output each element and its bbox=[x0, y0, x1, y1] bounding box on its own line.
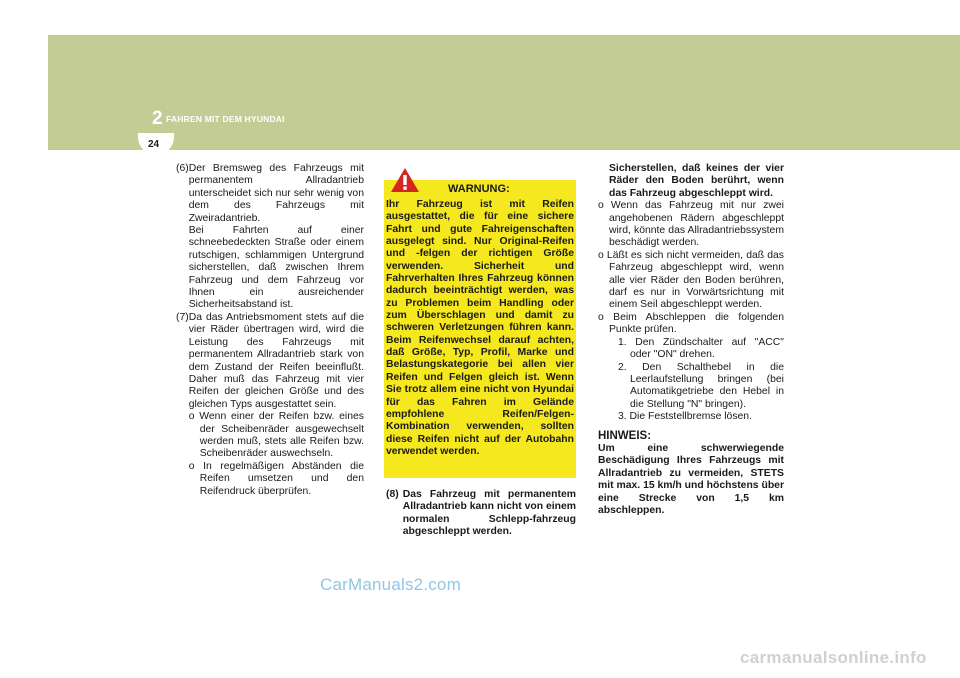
towing-bullet-3: o Beim Abschleppen die folgenden Punkte prüfen. bbox=[598, 311, 784, 336]
towing-step-1: 1. Den Zündschalter auf "ACC" oder "ON" drehen. bbox=[618, 336, 784, 361]
towing-bullet-1: o Wenn das Fahrzeug mit nur zwei angehobenen Rädern abgeschleppt wird, könnte das Allradantriebssystem beschädigt werden. bbox=[598, 200, 784, 249]
page-number: 24 bbox=[148, 139, 160, 150]
towing-continued-text: Sicherstellen, daß keines der vier Räder den Boden berührt, wenn das Fahrzeug abgeschleppt wird. bbox=[609, 163, 784, 199]
watermark-link[interactable]: CarManuals2.com bbox=[320, 575, 461, 594]
page-number-strip bbox=[48, 132, 960, 150]
hinweis-title: HINWEIS: bbox=[598, 429, 652, 442]
item-8-number: (8) bbox=[386, 489, 399, 500]
footer-logo: carmanualsonline.info bbox=[740, 648, 927, 667]
item-7 bbox=[176, 312, 364, 498]
item-7-bullet-2: o In regelmäßigen Abständen die Reifen umsetzen und den Reifendruck überprüfen. bbox=[188, 460, 364, 497]
item-6-text-2: Bei Fahrten auf einer schneebedeckten Straße oder einem rutschigen, schlammigen Untergrund sicherstellen, daß zwischen Ihrem Fahrzeug und dem Fahrzeug vor Ihnen ein ausreichender Sicherheitsabstand ist. bbox=[188, 225, 364, 311]
exclamation-icon bbox=[390, 167, 420, 193]
warning-title: WARNUNG: bbox=[448, 183, 510, 195]
item-7-text: Da das Antriebsmoment stets auf die vier Räder übertragen wird, wird die Leistung des Fahrzeugs mit permanentem Allradantrieb stark von dem Zustand der Reifen beeinflußt. Daher muß das Fahrzeug mit vier Reifen der gleichen Größe und des gleichen Typs ausgestattet sein. bbox=[188, 311, 364, 410]
chapter-number: 2 bbox=[152, 108, 163, 129]
item-8 bbox=[386, 489, 576, 539]
item-7-number: (7) bbox=[176, 311, 189, 323]
hinweis-text: Um eine schwerwiegende Beschädigung Ihres Fahrzeugs mit Allradantrieb zu vermeiden, STETS mit max. 15 km/h und höchstens über eine Strecke von 1,5 km abschleppen. bbox=[598, 442, 784, 516]
item-6 bbox=[176, 163, 364, 312]
item-6-number: (6) bbox=[176, 163, 189, 174]
left-column bbox=[176, 163, 364, 498]
warning-text: Ihr Fahrzeug ist mit Reifen ausgestattet, die für eine sichere Fahrt und gute Fahreigenschaften ausgelegt sind. Nur Original-Reifen und -felgen der richtigen Größe verwenden. Sicherheit und Fahrverhalten Ihres Fahrzeug können dadurch beeinträchtigt werden, was zu Problemen beim Handling oder zum Überschlagen und damit zu schweren Verletzungen führen kann. Beim Reifenwechsel darauf achten, daß Größe, Typ, Profil, Marke und Belastungskategorie bei allen vier Reifen und Felgen gleich ist. Wenn Sie trotz allem eine nicht von Hyundai für das Fahren im Gelände empfohlene Reifen/Felgen-Kombination verwenden, sollten diese Reifen nicht auf der Autobahn verwendet werden. bbox=[386, 199, 574, 457]
towing-step-2: 2. Den Schalthebel in die Leerlaufstellung bringen (bei Automatikgetriebe den Hebel in die Stellung "N" bringen). bbox=[618, 361, 784, 410]
right-column bbox=[598, 163, 784, 517]
towing-bullet-2: o Läßt es sich nicht vermeiden, daß das Fahrzeug abgeschleppt wird, wenn alle vier Räder den Boden berühren, darf es nur in Vorwärtsrichtung mit einem Seil abgeschleppt werden. bbox=[598, 249, 784, 311]
chapter-title: FAHREN MIT DEM HYUNDAI bbox=[166, 114, 285, 124]
item-8-text: Das Fahrzeug mit permanentem Allradantrieb kann nicht von einem normalen Schlepp-fahrzeug abgeschleppt werden. bbox=[402, 489, 576, 538]
towing-step-3: 3. Die Feststellbremse lösen. bbox=[618, 411, 752, 423]
item-7-bullet-1: o Wenn einer der Reifen bzw. eines der Scheibenräder ausgewechselt werden muß, stets alle Reifen bzw. Scheibenräder auswechseln. bbox=[188, 411, 364, 460]
item-6-text: Der Bremsweg des Fahrzeugs mit permanentem Allradantrieb unterscheidet sich nur sehr wenig von dem des Fahrzeugs mit Zweiradantrieb. bbox=[188, 163, 364, 224]
